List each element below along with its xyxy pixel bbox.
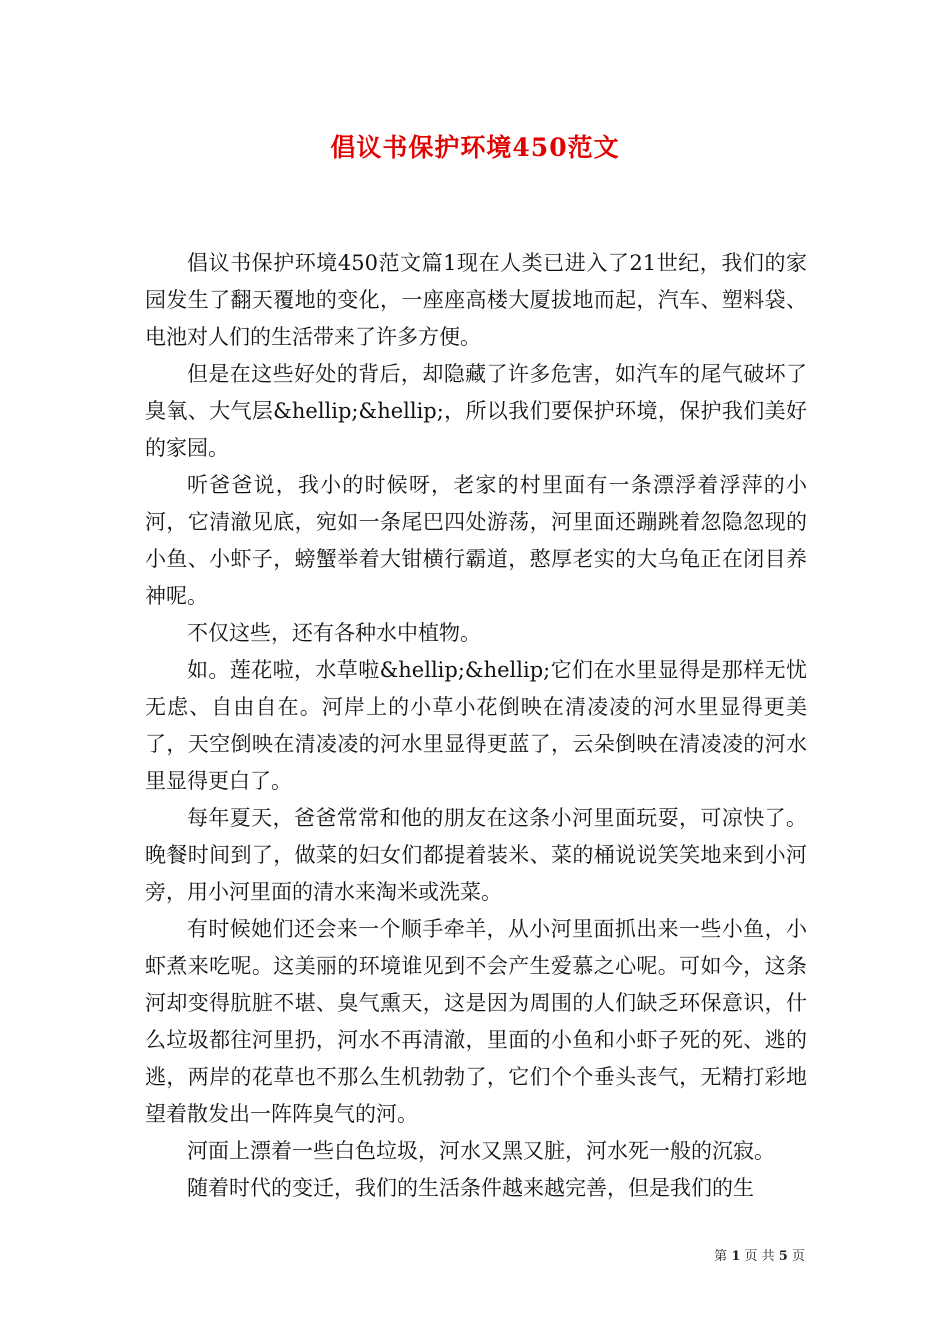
paragraph: 如。莲花啦，水草啦&hellip;&hellip;它们在水里显得是那样无忧无虑、自由自在。河岸上的小草小花倒映在清凌凌的河水里显得更美了，天空倒映在清凌凌的河水里显得更蓝了，云朵倒映在清凌凌的河水里显得更白了。 <box>145 658 807 793</box>
footer-prefix: 第 <box>714 1249 728 1264</box>
paragraph: 听爸爸说，我小的时候呀，老家的村里面有一条漂浮着浮萍的小河，它清澈见底，宛如一条尾巴四处游荡，河里面还蹦跳着忽隐忽现的小鱼、小虾子，螃蟹举着大钳横行霸道，憨厚老实的大乌龟正在闭目养神呢。 <box>145 473 807 608</box>
paragraph: 河面上漂着一些白色垃圾，河水又黑又脏，河水死一般的沉寂。 <box>187 1139 775 1163</box>
page-number-footer <box>714 1248 805 1266</box>
document-title: 倡议书保护环境450范文 <box>330 133 620 162</box>
document-body <box>145 245 807 1207</box>
paragraph: 每年夏天，爸爸常常和他的朋友在这条小河里面玩耍，可凉快了。晚餐时间到了，做菜的妇女们都提着装米、菜的桶说说笑笑地来到小河旁，用小河里面的清水来淘米或洗菜。 <box>145 806 807 904</box>
footer-suffix: 页 <box>791 1249 805 1264</box>
footer-middle: 页 共 <box>744 1249 775 1264</box>
paragraph: 但是在这些好处的背后，却隐藏了许多危害，如汽车的尾气破坏了臭氧、大气层&hellip;&hellip;，所以我们要保护环境，保护我们美好的家园。 <box>145 362 807 460</box>
paragraph: 倡议书保护环境450范文篇1现在人类已进入了21世纪，我们的家园发生了翻天覆地的变化，一座座高楼大厦拔地而起，汽车、塑料袋、电池对人们的生活带来了许多方便。 <box>145 251 807 349</box>
footer-current-page: 1 <box>731 1249 741 1264</box>
paragraph: 不仅这些，还有各种水中植物。 <box>187 621 481 645</box>
paragraph: 随着时代的变迁，我们的生活条件越来越完善，但是我们的生 <box>187 1176 754 1200</box>
paragraph: 有时候她们还会来一个顺手牵羊，从小河里面抓出来一些小鱼，小虾煮来吃呢。这美丽的环境谁见到不会产生爱慕之心呢。可如今，这条河却变得肮脏不堪、臭气熏天，这是因为周围的人们缺乏环保意识，什么垃圾都往河里扔，河水不再清澈，里面的小鱼和小虾子死的死、逃的逃，两岸的花草也不那么生机勃勃了，它们个个垂头丧气，无精打彩地望着散发出一阵阵臭气的河。 <box>145 917 807 1126</box>
footer-total-pages: 5 <box>778 1249 788 1264</box>
